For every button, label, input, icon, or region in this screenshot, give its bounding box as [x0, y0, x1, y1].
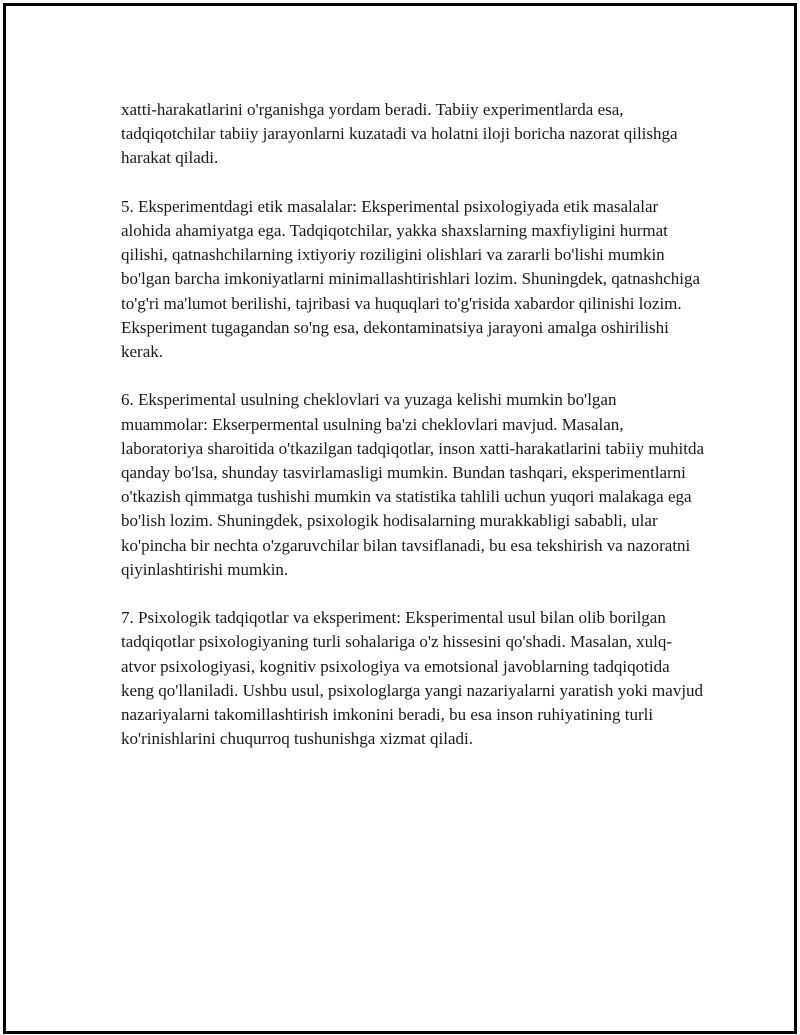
paragraph-psychological-research: 7. Psixologik tadqiqotlar va eksperiment: Eksperimental usul bilan olib borilgan tadqiqotlar psixologiyaning turli sohalariga o'z hissesini qo'shadi. Masalan, xulq-atvor psixologiyasi, kognitiv psixologiya va emotsional javoblarning tadqiqotida keng qo'llaniladi. Ushbu usul, psixologlarga yangi nazariyalarni yaratish yoki mavjud nazariyalarni takomillashtirish imkonini beradi, bu esa inson ruhiyatining turli ko'rinishlarini chuqurroq tushunishga xizmat qiladi.: [121, 608, 704, 749]
page-frame: [3, 3, 797, 1034]
paragraph-ethical-issues: 5. Eksperimentdagi etik masalalar: Eksperimental psixologiyada etik masalalar alohida ahamiyatga ega. Tadqiqotchilar, yakka shaxslarning maxfiyligini hurmat qilishi, qatnashchilarning ixtiyoriy roziligini olishlari va zararli bo'lishi mumkin bo'lgan barcha imkoniyatlarni minimallashtirishlari lozim. Shuningdek, qatnashchiga to'g'ri ma'lumot berilishi, tajribasi va huquqlari to'g'risida xabardor qilinishi lozim. Eksperiment tugagandan so'ng esa, dekontaminatsiya jarayoni amalga oshirilishi kerak.: [121, 196, 701, 362]
paragraph-method-limitations: 6. Eksperimental usulning cheklovlari va yuzaga kelishi mumkin bo'lgan muammolar: Ekserpermental usulning ba'zi cheklovlari mavjud. Masalan, laboratoriya sharoitida o'tkazilgan tadqiqotlar, inson xatti-harakatlarini tabiiy muhitda qanday bo'lsa, shunday tasvirlamasligi mumkin. Bundan tashqari, eksperimentlarni o'tkazish qimmatga tushishi mumkin va statistika tahlili uchun yuqori malakaga ega bo'lish lozim. Shuningdek, psixologik hodisalarning murakkabligi sababli, ular ko'pincha bir nechta o'zgaruvchilar bilan tavsiflanadi, bu esa tekshirish va nazoratni qiyinlashtirishi mumkin.: [121, 390, 705, 579]
paragraph-continuation: xatti-harakatlarini o'rganishga yordam beradi. Tabiiy experimentlarda esa, tadqiqotchilar tabiiy jarayonlarni kuzatadi va holatni iloji boricha nazorat qilishga harakat qiladi.: [121, 100, 678, 168]
page-content: [121, 98, 706, 751]
